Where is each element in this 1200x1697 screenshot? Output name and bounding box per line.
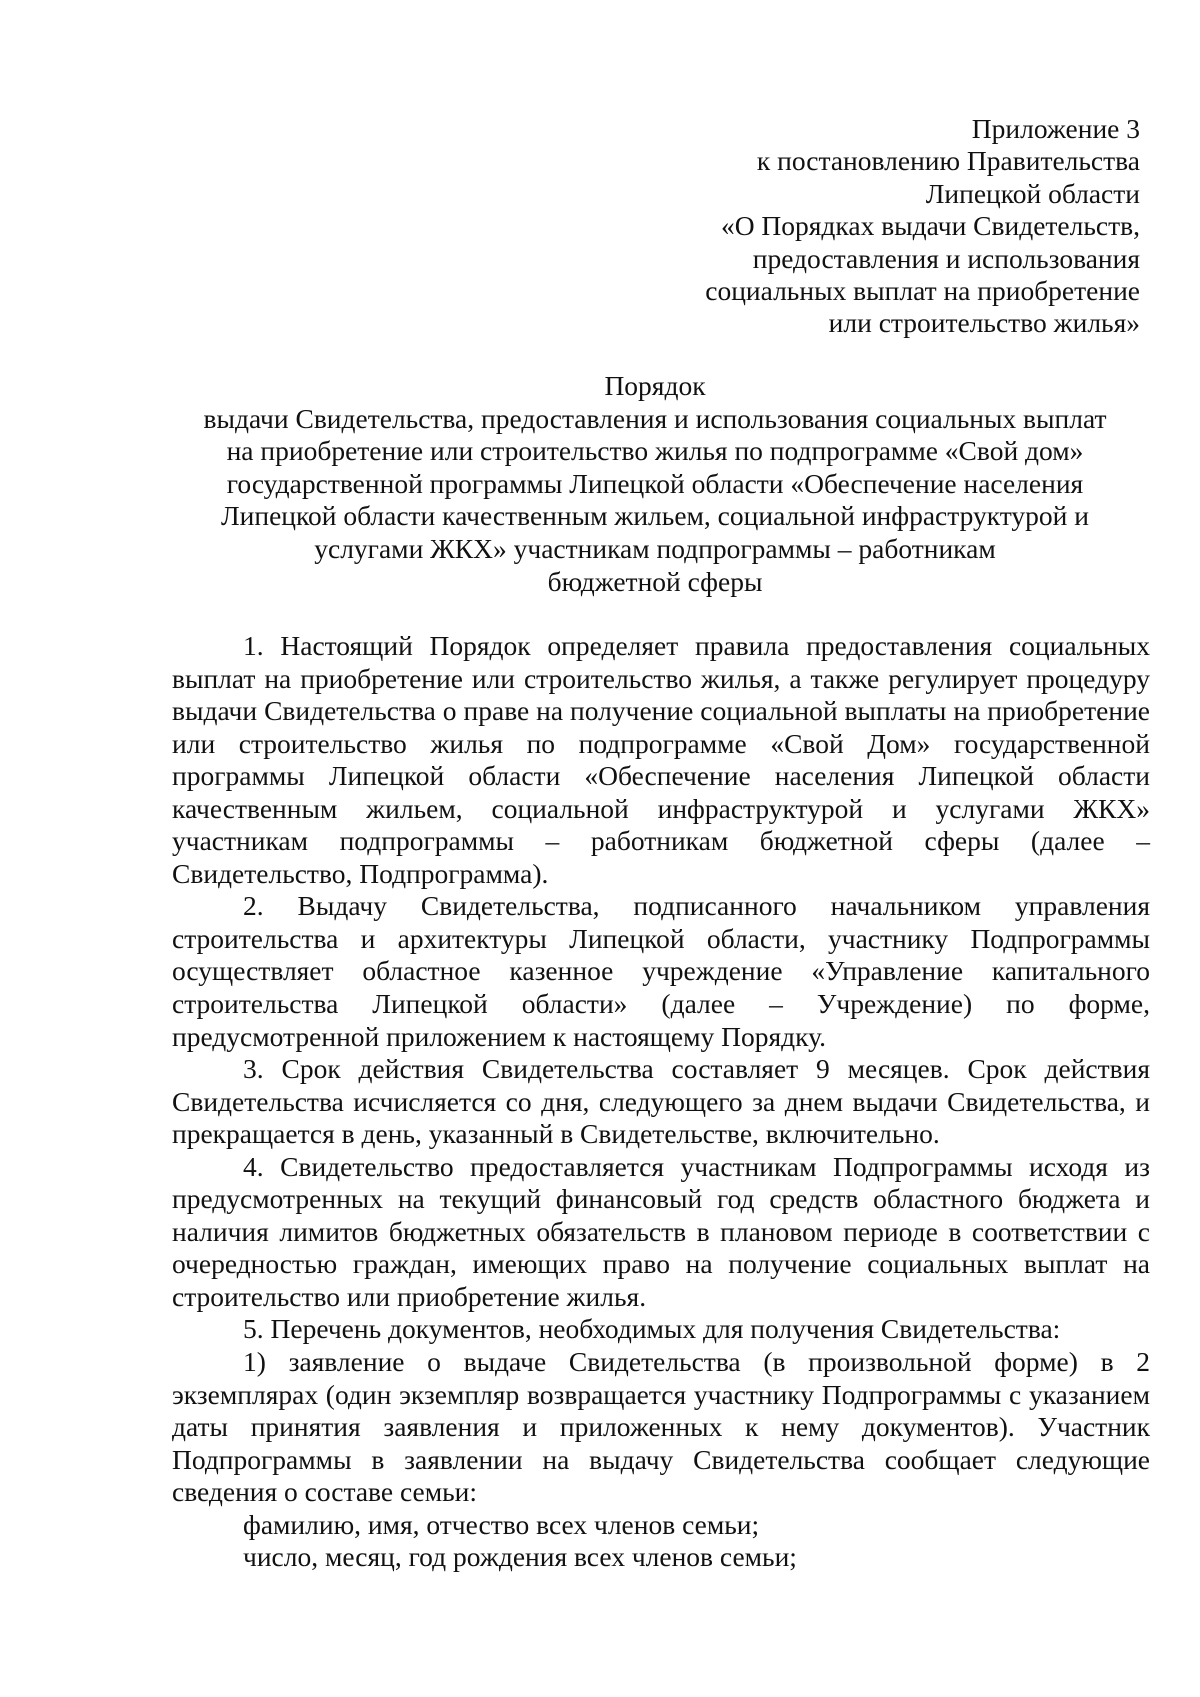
- paragraph-1: 1. Настоящий Порядок определяет правила предоставления социальных выплат на приобретение или строительство жилья, а также регулирует процедуру выдачи Свидетельства о праве на получение социальной выплаты на приобретение или строительство жилья по подпрограмме «Свой Дом» государственной программы Липецкой области «Обеспечение населения Липецкой области качественным жильем, социальной инфраструктурой и услугами ЖКХ» участникам подпрограммы – работникам бюджетной сферы (далее – Свидетельство, Подпрограмма).: [172, 630, 1150, 889]
- appendix-line: социальных выплат на приобретение: [705, 275, 1140, 307]
- appendix-line: или строительство жилья»: [828, 307, 1140, 339]
- appendix-line: Приложение 3: [971, 113, 1140, 144]
- family-info-line: фамилию, имя, отчество всех членов семьи;: [243, 1508, 760, 1540]
- paragraph-3: 3. Срок действия Свидетельства составляет 9 месяцев. Срок действия Свидетельства исчисляется со дня, следующего за днем выдачи Свидетельства, и прекращается в день, указанный в Свидетельстве, включительно.: [172, 1053, 1150, 1150]
- paragraph-5-item-1: 1) заявление о выдаче Свидетельства (в произвольной форме) в 2 экземплярах (один экземпляр возвращается участнику Подпрограммы с указанием даты принятия заявления и приложенных к нему документов). Участник Подпрограммы в заявлении на выдачу Свидетельства сообщает следующие сведения о составе семьи:: [172, 1346, 1150, 1508]
- document-body: [172, 630, 1150, 1574]
- paragraph-4: 4. Свидетельство предоставляется участникам Подпрограммы исходя из предусмотренных на текущий финансовый год средств областного бюджета и наличия лимитов бюджетных обязательств в плановом периоде в соответствии с очередностью граждан, имеющих право на получение социальных выплат на строительство или приобретение жилья.: [172, 1150, 1150, 1312]
- title-line: Липецкой области качественным жильем, социальной инфраструктурой и: [221, 500, 1089, 532]
- title-line: бюджетной сферы: [547, 565, 763, 597]
- paragraph-2: 2. Выдачу Свидетельства, подписанного начальником управления строительства и архитектуры Липецкой области, участнику Подпрограммы осуществляет областное казенное учреждение «Управление капитального строительства Липецкой области» (далее – Учреждение) по форме, предусмотренной приложением к настоящему Порядку.: [172, 890, 1150, 1052]
- appendix-line: Липецкой области: [925, 177, 1140, 209]
- appendix-header: [500, 113, 1140, 340]
- appendix-line: к постановлению Правительства: [756, 145, 1140, 177]
- appendix-line: «О Порядках выдачи Свидетельств,: [720, 210, 1140, 242]
- document-title: [160, 370, 1150, 598]
- title-line: выдачи Свидетельства, предоставления и использования социальных выплат: [203, 402, 1107, 434]
- title-line: Порядок: [604, 370, 706, 401]
- title-line: государственной программы Липецкой области «Обеспечение населения: [226, 467, 1084, 499]
- title-line: услугами ЖКХ» участникам подпрограммы – работникам: [314, 532, 996, 564]
- title-line: на приобретение или строительство жилья по подпрограмме «Свой дом»: [226, 435, 1084, 467]
- appendix-line: предоставления и использования: [752, 242, 1140, 274]
- paragraph-5: 5. Перечень документов, необходимых для получения Свидетельства:: [243, 1313, 1061, 1345]
- family-info-line: число, месяц, год рождения всех членов семьи;: [243, 1541, 797, 1573]
